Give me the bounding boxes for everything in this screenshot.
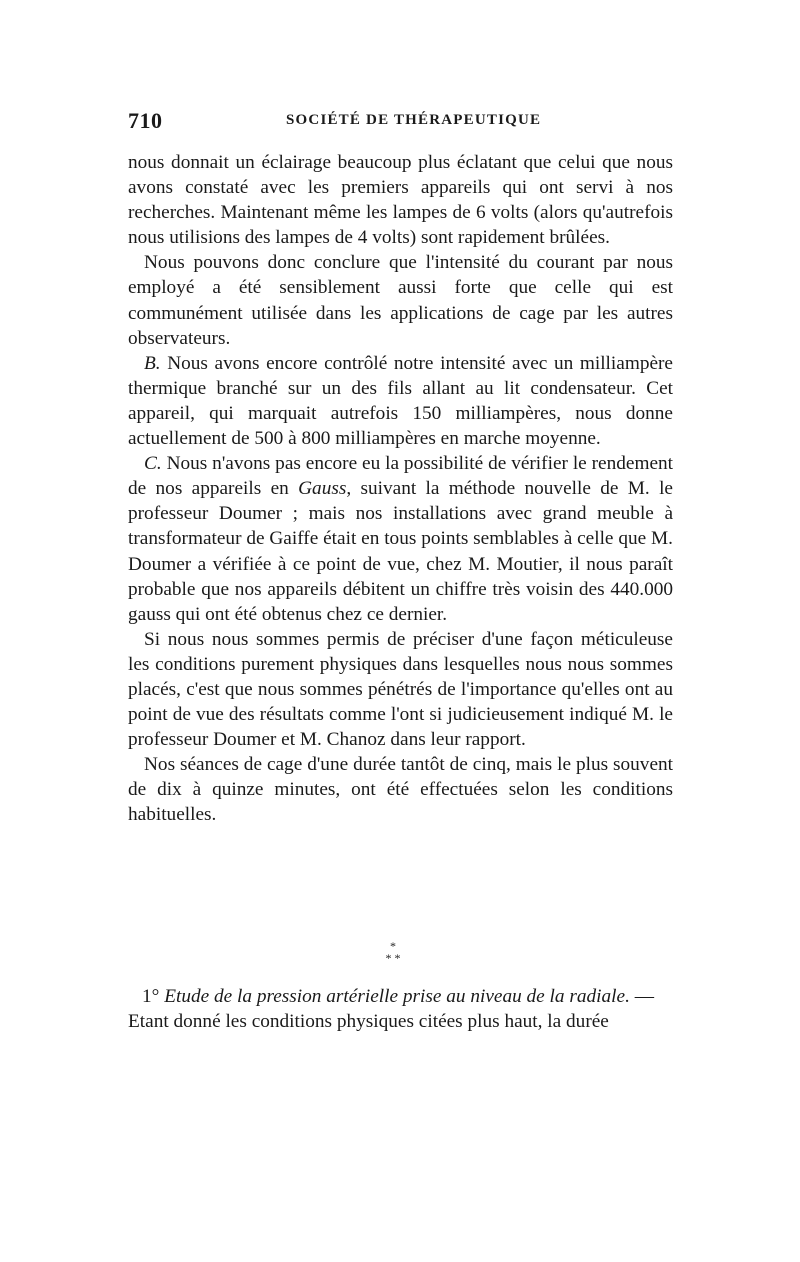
section-start xyxy=(128,984,673,1034)
section-heading: Etude de la pression artérielle prise au niveau de la radiale. xyxy=(164,986,630,1007)
body-text xyxy=(128,150,673,828)
emphasis-gauss: Gauss xyxy=(298,478,347,500)
paragraph: B. Nous avons encore contrôlé notre intensité avec un milliampère thermique branché sur un des fils allant au lit condensateur. Cet appareil, qui marquait autrefois 150 milliampères, nous donne actuellement de 500 à 800 milliampères en marche moyenne. xyxy=(128,352,673,450)
running-title: SOCIÉTÉ DE THÉRAPEUTIQUE xyxy=(286,112,542,128)
asterism-divider xyxy=(373,940,413,970)
section-dash: — xyxy=(629,986,655,1007)
section-text: Etant donné les conditions physiques citées plus haut, la durée xyxy=(128,1011,609,1033)
asterism-top: * xyxy=(390,939,396,953)
section-heading-line xyxy=(128,984,673,1009)
paragraph: Nous pouvons donc conclure que l'intensité du courant par nous employé a été sensiblement aussi forte que celle qui est communément utilisée dans les applications de cage par les autres observateurs. xyxy=(128,252,673,349)
asterism-bottom: * * xyxy=(385,951,401,965)
page-header xyxy=(128,108,673,138)
section-number: 1° xyxy=(142,986,160,1007)
paragraph: C. Nous n'avons pas encore eu la possibilité de vérifier le rendement de nos appareils en Gauss, suivant la méthode nouvelle de M. le professeur Doumer ; mais nos installations avec grand meuble à transformateur de Gaiffe était en tous points semblables à celle que M. Doumer a vérifiée à ce point de vue, chez M. Moutier, il nous paraît probable que nos appareils débitent un chiffre très voisin des 440.000 gauss qui ont été obtenus chez ce dernier. xyxy=(128,453,673,625)
paragraph: Si nous nous sommes permis de préciser d'une façon méticuleuse les conditions purement physiques dans lesquelles nous nous sommes placés, c'est que nous sommes pénétrés de l'importance qu'elles ont au point de vue des résultats comme l'ont si judicieusement indiqué M. le professeur Doumer et M. Chanoz dans leur rapport. xyxy=(128,628,673,751)
paragraph-label: C. xyxy=(144,453,162,475)
paragraph: Nos séances de cage d'une durée tantôt de cinq, mais le plus souvent de dix à quinze minutes, ont été effectuées selon les conditions habituelles. xyxy=(128,754,673,826)
paragraph: nous donnait un éclairage beaucoup plus éclatant que celui que nous avons constaté avec les premiers appareils qui ont servi à nos recherches. Maintenant même les lampes de 6 volts (alors qu'autrefois nous utilisions des lampes de 4 volts) sont rapidement brûlées. xyxy=(128,152,673,249)
page-number: 710 xyxy=(128,108,163,133)
paragraph-label: B. xyxy=(144,352,161,374)
